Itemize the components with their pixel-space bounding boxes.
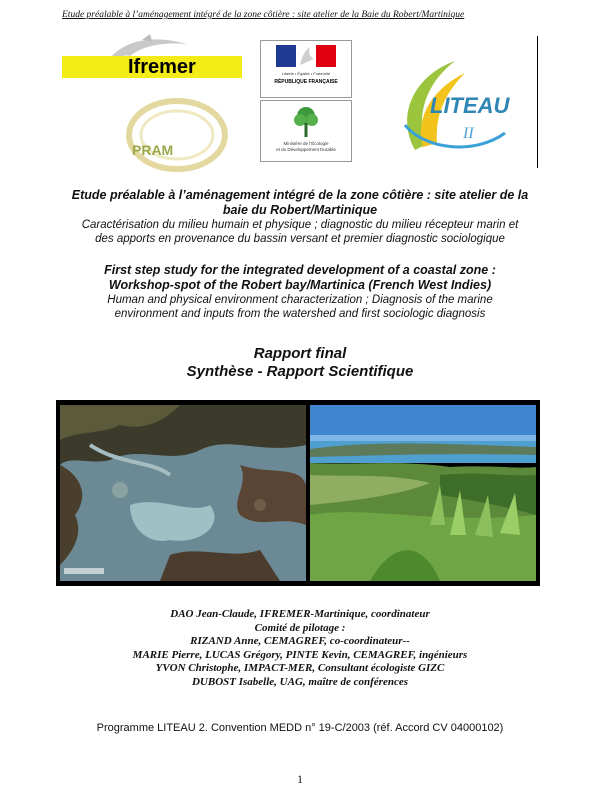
republique-box: [260, 40, 352, 98]
subtitle-en-line-2: environment and inputs from the watershed and first sociologic diagnosis: [114, 308, 486, 320]
programme-line: Programme LITEAU 2. Convention MEDD n° 19-C/2003 (réf. Accord CV 04000102): [96, 722, 504, 734]
pram-ring-icon: [122, 95, 232, 175]
subtitle-fr: [0, 218, 600, 246]
republique-motto: Liberté • Égalité • Fraternité: [281, 71, 331, 76]
subtitle-en: [0, 293, 600, 321]
subtitle-fr-line-1: Caractérisation du milieu humain et physique ; diagnostic du milieu récepteur marin et: [81, 219, 519, 231]
page-number: 1: [297, 772, 303, 786]
liteau-version: II: [463, 125, 474, 142]
author-line: DUBOST Isabelle, UAG, maître de conférences: [191, 675, 408, 688]
title-fr-line-1: Etude préalable à l’aménagement intégré de la zone côtière : site atelier de la: [71, 188, 529, 202]
author-line: DAO Jean-Claude, IFREMER-Martinique, coordinateur: [170, 608, 430, 620]
tree-icon: [291, 105, 321, 139]
ministere-box: [260, 100, 352, 162]
logo-divider: [537, 36, 538, 168]
pram-wordmark: PRAM: [132, 142, 174, 158]
author-line: MARIE Pierre, LUCAS Grégory, PINTE Kevin, CEMAGREF, ingénieurs: [132, 648, 468, 661]
title-fr-line-2: baie du Robert/Martinique: [222, 203, 378, 217]
republique-logo: [260, 40, 350, 160]
satellite-image: [60, 405, 306, 581]
ifremer-logo: [62, 30, 247, 180]
title-en-line-2: Workshop-spot of the Robert bay/Martinica (French West Indies): [108, 278, 492, 292]
author-line: RIZAND Anne, CEMAGREF, co-coordinateur--: [190, 635, 410, 647]
liteau-logo: [395, 55, 515, 165]
subtitle-en-line-1: Human and physical environment characterization ; Diagnosis of the marine: [107, 294, 493, 306]
ministere-line-1: Ministère de l’Écologie: [283, 141, 329, 146]
liteau-wordmark: LITEAU: [430, 93, 510, 118]
running-header: Etude préalable à l’aménagement intégré de la zone côtière : site atelier de la Baie du Robert/Martinique: [62, 10, 465, 20]
title-en-line-1: First step study for the integrated development of a coastal zone :: [104, 263, 496, 277]
title-fr: [0, 188, 600, 218]
report-title: Rapport final: [253, 345, 347, 362]
landscape-photo: [310, 405, 536, 581]
ifremer-wordmark: Ifremer: [128, 56, 196, 78]
author-line: Comité de pilotage :: [254, 621, 346, 634]
ministere-name: [263, 141, 349, 153]
report-subtitle: Synthèse - Rapport Scientifique: [186, 363, 414, 380]
marianne-icon: [276, 45, 336, 67]
authors-block: [0, 608, 600, 689]
author-line: YVON Christophe, IMPACT-MER, Consultant écologiste GIZC: [155, 662, 445, 674]
subtitle-fr-line-2: des apports en provenance du bassin versant et premier diagnostic sociologique: [95, 233, 505, 245]
title-en: [0, 263, 600, 293]
ministere-line-2: et du Développement Durable: [276, 147, 336, 152]
photo-frame: [56, 400, 540, 586]
republique-name: RÉPUBLIQUE FRANÇAISE: [274, 79, 338, 85]
